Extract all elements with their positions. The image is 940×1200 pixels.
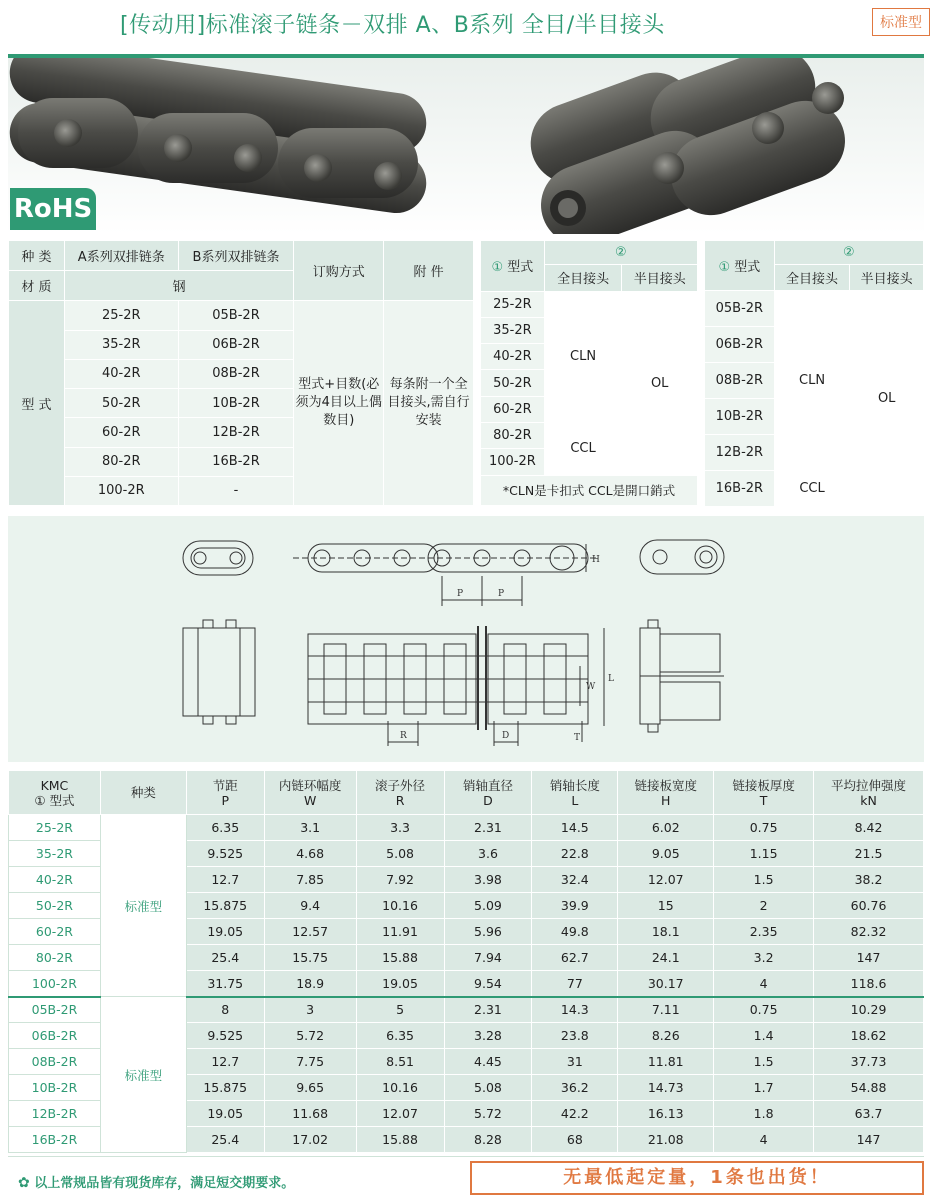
link-top-view: [183, 541, 253, 575]
page-title: [传动用]标准滚子链条－双排 A、B系列 全目/半目接头: [120, 13, 665, 38]
col-header-model-brand: KMC: [40, 777, 69, 793]
spec3-circled-two: ②: [774, 241, 923, 265]
row-value: 12.07: [618, 867, 714, 893]
row-value: 19.05: [186, 919, 264, 945]
row-model: 60-2R: [9, 919, 101, 945]
dim-label-l: L: [608, 674, 614, 684]
spec2-model: 40-2R: [481, 344, 545, 370]
row-value: 31: [532, 1049, 618, 1075]
row-value: 15.88: [356, 945, 444, 971]
row-model: 25-2R: [9, 815, 101, 841]
row-value: 6.02: [618, 815, 714, 841]
spec3-model-header: [705, 241, 775, 291]
row-value: 1.5: [714, 867, 814, 893]
type-badge: 标准型: [872, 8, 930, 36]
row-value: 19.05: [356, 971, 444, 997]
row-kind: 标准型: [100, 997, 186, 1153]
col-header-inner-width-label: 内链环幅度: [278, 777, 342, 793]
col-header-pin-diameter: [444, 771, 532, 815]
spec-b-model: -: [178, 476, 294, 505]
spec2-cln: CLN: [544, 291, 622, 422]
spec-material-value: 钢: [64, 271, 294, 301]
row-value: 8: [186, 997, 264, 1023]
row-value: 8.28: [444, 1127, 532, 1153]
row-value: 15: [618, 893, 714, 919]
header: [0, 0, 940, 46]
spec-b-model: 10B-2R: [178, 389, 294, 418]
spec-model-header: 型 式: [9, 301, 65, 506]
col-header-plate-thickness-label: 链接板厚度: [732, 777, 795, 793]
col-header-tensile-strength: [814, 771, 924, 815]
spec2-model: 50-2R: [481, 370, 545, 396]
col-header-tensile-unit: kN: [860, 792, 877, 808]
table-row: [9, 815, 924, 841]
row-value: 25.4: [186, 945, 264, 971]
row-value: 4: [714, 971, 814, 997]
row-value: 19.05: [186, 1101, 264, 1127]
col-header-plate-width-symbol: H: [661, 792, 671, 808]
row-value: 22.8: [532, 841, 618, 867]
row-value: 9.65: [264, 1075, 356, 1101]
spec-b-model: 08B-2R: [178, 359, 294, 388]
spec3-model: 06B-2R: [705, 327, 775, 363]
dim-label-t: T: [574, 733, 581, 743]
spec3-model: 05B-2R: [705, 291, 775, 327]
spec2-model: 80-2R: [481, 423, 545, 449]
row-value: 8.42: [814, 815, 924, 841]
spec-b-series-header: B系列双排链条: [178, 241, 294, 271]
chain-top-view: [308, 626, 604, 746]
dims-body: [9, 815, 924, 1153]
row-value: 0.75: [714, 815, 814, 841]
spec2-half-header: 半目接头: [622, 265, 698, 291]
chain-photo-illustration: [8, 58, 924, 234]
row-value: 8.26: [618, 1023, 714, 1049]
row-value: 18.1: [618, 919, 714, 945]
circled-one: ①: [491, 260, 504, 276]
col-header-roller-symbol: R: [395, 792, 405, 808]
row-model: 35-2R: [9, 841, 101, 867]
row-value: 12.57: [264, 919, 356, 945]
row-value: 18.9: [264, 971, 356, 997]
row-value: 2: [714, 893, 814, 919]
row-value: 2.31: [444, 997, 532, 1023]
row-value: 21.08: [618, 1127, 714, 1153]
row-value: 54.88: [814, 1075, 924, 1101]
row-value: 147: [814, 945, 924, 971]
row-value: 60.76: [814, 893, 924, 919]
dims-header-row: [9, 771, 924, 815]
spec-table-series: [8, 240, 474, 506]
row-value: 9.525: [186, 1023, 264, 1049]
col-header-pin-diameter-label: 销轴直径: [462, 777, 513, 793]
spec3-ccl: CCL: [774, 471, 850, 507]
row-value: 147: [814, 1127, 924, 1153]
row-value: 42.2: [532, 1101, 618, 1127]
row-value: 24.1: [618, 945, 714, 971]
spec3-model: 08B-2R: [705, 363, 775, 399]
spec2-note: *CLN是卡扣式 CCL是開口銷式: [481, 475, 698, 505]
row-model: 50-2R: [9, 893, 101, 919]
row-value: 82.32: [814, 919, 924, 945]
spec3-cln: CLN: [774, 291, 850, 471]
row-model: 16B-2R: [9, 1127, 101, 1153]
row-value: 10.29: [814, 997, 924, 1023]
row-value: 7.92: [356, 867, 444, 893]
link-end-view: [183, 620, 255, 724]
row-value: 5.08: [444, 1075, 532, 1101]
row-value: 5: [356, 997, 444, 1023]
row-value: 7.11: [618, 997, 714, 1023]
spec2-model-header: [481, 241, 545, 292]
spec-table-a-joints: [480, 240, 698, 506]
spec-a-series-header: A系列双排链条: [64, 241, 178, 271]
row-value: 18.62: [814, 1023, 924, 1049]
row-value: 12.7: [186, 1049, 264, 1075]
row-value: 5.72: [444, 1101, 532, 1127]
row-model: 40-2R: [9, 867, 101, 893]
spec3-model: 12B-2R: [705, 435, 775, 471]
row-value: 37.73: [814, 1049, 924, 1075]
circled-one: ①: [718, 260, 731, 275]
row-value: 0.75: [714, 997, 814, 1023]
row-value: 3.2: [714, 945, 814, 971]
row-value: 77: [532, 971, 618, 997]
spec-a-model: 80-2R: [64, 447, 178, 476]
col-header-inner-width-symbol: W: [303, 792, 317, 808]
row-value: 30.17: [618, 971, 714, 997]
row-value: 15.75: [264, 945, 356, 971]
spec-attach-text: 每条附一个全目接头,需自行安装: [384, 301, 474, 506]
row-value: 12.7: [186, 867, 264, 893]
footer-divider: [8, 1156, 924, 1157]
spec2-model: 35-2R: [481, 317, 545, 343]
row-value: 36.2: [532, 1075, 618, 1101]
row-model: 06B-2R: [9, 1023, 101, 1049]
spec-order-text: 型式+目数(必须为4目以上偶数目): [294, 301, 384, 506]
dim-label-p: P: [498, 589, 505, 599]
footer-stock-text: 以上常规品皆有现货库存，满足短交期要求。: [34, 1176, 295, 1191]
col-header-model-label: ① 型式: [34, 792, 75, 808]
row-value: 4.45: [444, 1049, 532, 1075]
spec-a-model: 25-2R: [64, 301, 178, 330]
col-header-plate-thickness-symbol: T: [759, 792, 768, 808]
footer-stock-note: [18, 1172, 294, 1191]
row-value: 8.51: [356, 1049, 444, 1075]
row-value: 15.88: [356, 1127, 444, 1153]
row-value: 11.91: [356, 919, 444, 945]
row-value: 9.4: [264, 893, 356, 919]
spec-b-model: 05B-2R: [178, 301, 294, 330]
technical-diagram: [8, 516, 924, 762]
row-value: 14.3: [532, 997, 618, 1023]
row-value: 23.8: [532, 1023, 618, 1049]
spec-order-header: 订购方式: [294, 241, 384, 301]
col-header-model: [9, 771, 101, 815]
row-value: 17.02: [264, 1127, 356, 1153]
product-photo: [8, 54, 924, 234]
row-value: 4: [714, 1127, 814, 1153]
dim-label-h: H: [592, 555, 600, 565]
spec3-ol: OL: [850, 291, 924, 507]
row-value: 3.28: [444, 1023, 532, 1049]
row-value: 62.7: [532, 945, 618, 971]
dim-label-d: D: [502, 731, 510, 741]
dimensions-table: [8, 770, 924, 1153]
row-value: 15.875: [186, 1075, 264, 1101]
row-value: 1.4: [714, 1023, 814, 1049]
row-value: 49.8: [532, 919, 618, 945]
row-value: 3.98: [444, 867, 532, 893]
row-value: 1.5: [714, 1049, 814, 1075]
spec2-circled-two: ②: [544, 241, 697, 265]
footer-min-order-banner: 无最低起定量，1条也出货！: [470, 1161, 924, 1195]
row-value: 2.35: [714, 919, 814, 945]
row-value: 118.6: [814, 971, 924, 997]
row-value: 3.3: [356, 815, 444, 841]
row-value: 68: [532, 1127, 618, 1153]
row-value: 5.09: [444, 893, 532, 919]
col-header-roller-label: 滚子外径: [375, 777, 426, 793]
row-value: 12.07: [356, 1101, 444, 1127]
spec3-model: 10B-2R: [705, 399, 775, 435]
spec-table-b-joints: [704, 240, 924, 507]
row-value: 1.8: [714, 1101, 814, 1127]
chain-side-view: [293, 544, 598, 606]
row-value: 4.68: [264, 841, 356, 867]
col-header-inner-width: [264, 771, 356, 815]
row-value: 1.7: [714, 1075, 814, 1101]
dim-label-r: R: [400, 731, 407, 741]
col-header-tensile-label: 平均拉伸强度: [831, 777, 907, 793]
spec-b-model: 16B-2R: [178, 447, 294, 476]
row-value: 38.2: [814, 867, 924, 893]
row-model: 10B-2R: [9, 1075, 101, 1101]
spec2-model: 60-2R: [481, 396, 545, 422]
chain-drawing: [8, 516, 924, 762]
row-value: 25.4: [186, 1127, 264, 1153]
col-header-plate-width: [618, 771, 714, 815]
row-model: 12B-2R: [9, 1101, 101, 1127]
spec-a-model: 40-2R: [64, 359, 178, 388]
spec2-full-header: 全目接头: [544, 265, 622, 291]
spec3-full-header: 全目接头: [774, 265, 850, 291]
spec-a-model: 100-2R: [64, 476, 178, 505]
spec-material-header: 材 质: [9, 271, 65, 301]
spec2-ccl: CCL: [544, 423, 622, 476]
row-model: 05B-2R: [9, 997, 101, 1023]
col-header-plate-thickness: [714, 771, 814, 815]
spec-kind-header: 种 类: [9, 241, 65, 271]
gear-icon: ✿: [18, 1175, 30, 1191]
spec3-model-label: 型式: [734, 260, 761, 275]
row-value: 31.75: [186, 971, 264, 997]
col-header-pin-length-symbol: L: [571, 792, 579, 808]
col-header-kind: 种类: [100, 771, 186, 815]
row-value: 63.7: [814, 1101, 924, 1127]
offset-link-side-view: [640, 620, 724, 732]
row-value: 11.81: [618, 1049, 714, 1075]
col-header-pin-length: [532, 771, 618, 815]
row-value: 5.72: [264, 1023, 356, 1049]
spec-b-model: 06B-2R: [178, 330, 294, 359]
spec3-half-header: 半目接头: [850, 265, 924, 291]
col-header-pin-length-label: 销轴长度: [549, 777, 600, 793]
row-value: 3.6: [444, 841, 532, 867]
row-value: 5.96: [444, 919, 532, 945]
row-value: 2.31: [444, 815, 532, 841]
col-header-pin-diameter-symbol: D: [483, 792, 493, 808]
spec-a-model: 50-2R: [64, 389, 178, 418]
spec3-model: 16B-2R: [705, 471, 775, 507]
row-kind: 标准型: [100, 815, 186, 997]
rohs-logo: RoHS: [10, 188, 96, 230]
spec2-model: 100-2R: [481, 449, 545, 475]
offset-link-view: [640, 540, 724, 574]
row-value: 7.75: [264, 1049, 356, 1075]
row-value: 14.5: [532, 815, 618, 841]
col-header-pitch-symbol: P: [221, 792, 229, 808]
row-value: 9.05: [618, 841, 714, 867]
row-value: 5.08: [356, 841, 444, 867]
row-value: 15.875: [186, 893, 264, 919]
spec2-model-label: 型式: [507, 260, 534, 276]
row-value: 10.16: [356, 1075, 444, 1101]
row-value: 14.73: [618, 1075, 714, 1101]
dim-label-w: W: [586, 682, 596, 692]
row-value: 6.35: [356, 1023, 444, 1049]
row-value: 6.35: [186, 815, 264, 841]
spec-b-model: 12B-2R: [178, 418, 294, 447]
table-row: [9, 997, 924, 1023]
row-value: 21.5: [814, 841, 924, 867]
right-chain: [519, 58, 856, 234]
spec-a-model: 35-2R: [64, 330, 178, 359]
row-value: 7.94: [444, 945, 532, 971]
row-value: 9.525: [186, 841, 264, 867]
col-header-plate-width-label: 链接板宽度: [634, 777, 697, 793]
row-value: 3: [264, 997, 356, 1023]
row-value: 3.1: [264, 815, 356, 841]
row-value: 16.13: [618, 1101, 714, 1127]
row-value: 11.68: [264, 1101, 356, 1127]
row-value: 9.54: [444, 971, 532, 997]
col-header-pitch-label: 节距: [212, 777, 238, 793]
row-model: 08B-2R: [9, 1049, 101, 1075]
col-header-pitch: [186, 771, 264, 815]
row-value: 32.4: [532, 867, 618, 893]
spec-a-model: 60-2R: [64, 418, 178, 447]
row-model: 80-2R: [9, 945, 101, 971]
row-value: 10.16: [356, 893, 444, 919]
row-model: 100-2R: [9, 971, 101, 997]
row-value: 1.15: [714, 841, 814, 867]
spec2-ol: OL: [622, 291, 698, 475]
spec2-model: 25-2R: [481, 291, 545, 317]
row-value: 7.85: [264, 867, 356, 893]
row-value: 39.9: [532, 893, 618, 919]
dim-label-p: P: [457, 589, 464, 599]
spec-attach-header: 附 件: [384, 241, 474, 301]
col-header-roller-diameter: [356, 771, 444, 815]
